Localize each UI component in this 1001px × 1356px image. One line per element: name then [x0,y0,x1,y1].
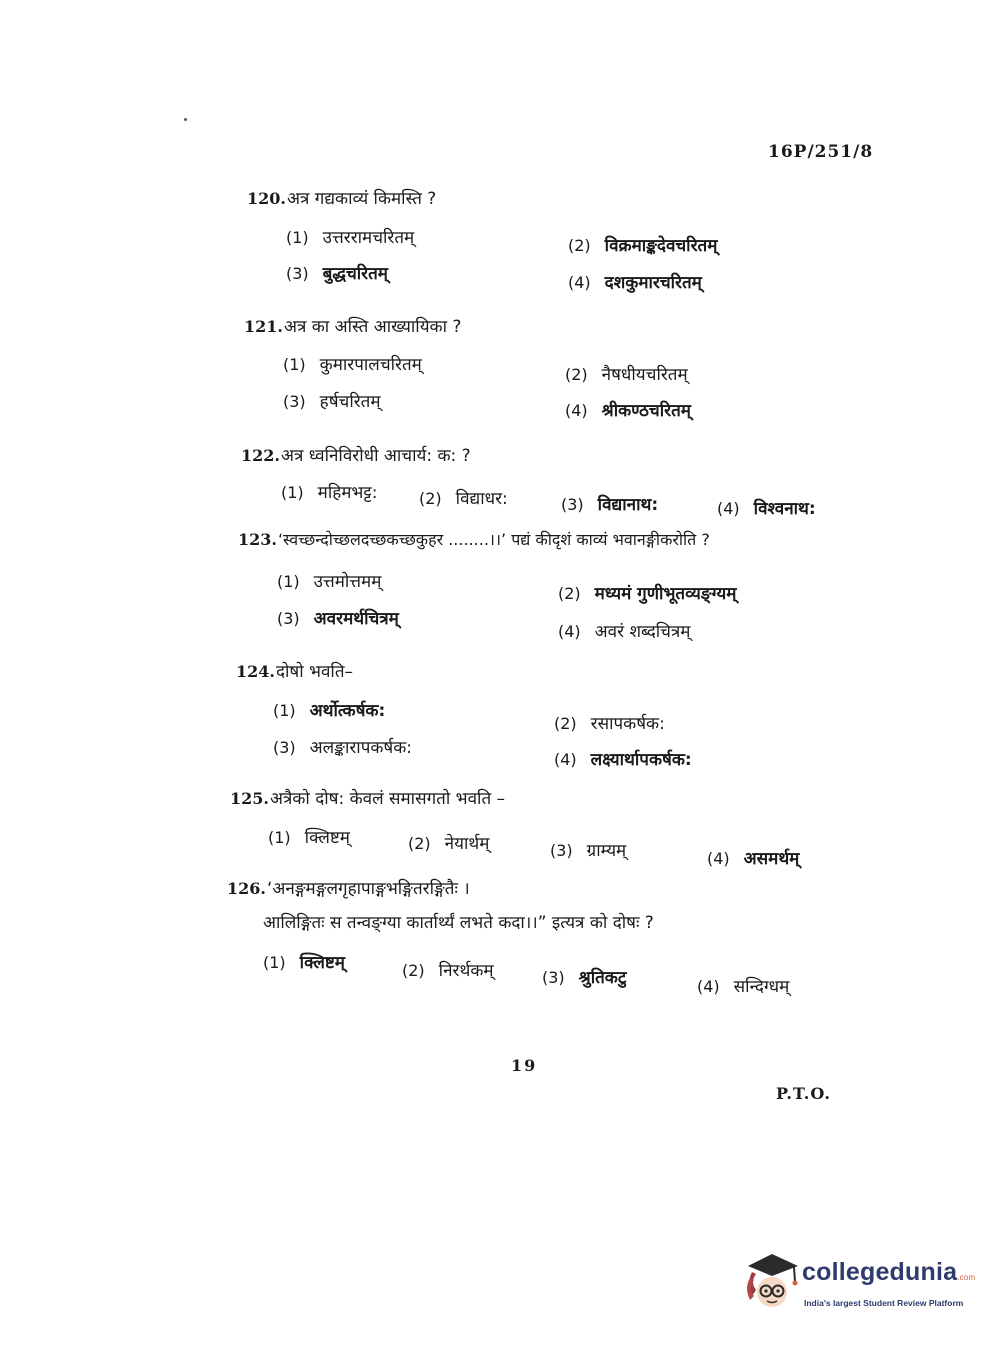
question-text: अत्र गद्यकाव्यं किमस्ति ? [286,189,437,209]
option-120-1: (1) उत्तररामचरितम् [286,228,415,248]
logo-suffix: .com [957,1273,976,1282]
option-125-3: (3) ग्राम्यम् [550,841,627,861]
question-number: 122. [241,446,280,465]
question-123 [238,528,710,550]
option-126-1: (1) क्लिष्टम् [263,953,345,973]
question-120 [247,186,436,209]
option-126-4: (4) सन्दिग्धम् [697,977,790,997]
option-124-4: (4) लक्ष्यार्थापकर्षक: [554,750,692,770]
question-text: दोषो भवति– [275,662,354,682]
option-123-4: (4) अवरं शब्दचित्रम् [558,622,691,642]
question-text: अत्र ध्वनिविरोधी आचार्य: क: ? [280,446,471,466]
question-text: अत्र का अस्ति आख्यायिका ? [283,317,462,337]
question-126-line-2: आलिङ्गितः स तन्वङ्ग्या कार्तार्थ्यं लभते कदा।।” इत्यत्र को दोषः ? [263,913,654,933]
option-124-2: (2) रसापकर्षक: [554,714,665,734]
pto-label: P.T.O. [776,1084,831,1103]
option-120-3: (3) बुद्धचरितम् [286,264,388,284]
option-122-1: (1) महिमभट्ट: [281,483,378,503]
question-text: ‘स्वच्छन्दोच्छलदच्छकच्छकुहर ........।।’ पद्यं कीदृशं काव्यं भवानङ्गीकरोति ? [277,530,710,549]
option-123-2: (2) मध्यमं गुणीभूतव्यङ्ग्यम् [558,584,737,604]
question-124 [236,659,353,682]
question-122 [241,443,471,466]
option-121-2: (2) नैषधीयचरितम् [565,365,688,385]
option-126-2: (2) निरर्थकम् [402,961,494,981]
question-number: 124. [236,662,275,681]
option-125-4: (4) असमर्थम् [707,849,800,869]
question-text: ‘अनङ्गमङ्गलगृहापाङ्गभङ्गितरङ्गितैः । [266,879,470,899]
option-122-2: (2) विद्याधर: [419,489,508,509]
question-126 [227,876,470,899]
option-126-3: (3) श्रुतिकटु [542,968,627,988]
option-125-2: (2) नेयार्थम् [408,834,490,854]
option-120-2: (2) विक्रमाङ्कदेवचरितम् [568,236,718,256]
option-124-3: (3) अलङ्कारापकर्षक: [273,738,413,758]
option-121-3: (3) हर्षचरितम् [283,392,381,412]
option-122-4: (4) विश्वनाथ: [717,499,816,519]
scan-speck [184,118,187,121]
question-number: 123. [238,530,277,549]
collegedunia-logo [742,1248,976,1318]
option-125-1: (1) क्लिष्टम् [268,828,350,848]
logo-brand-text: collegedunia.com [802,1258,976,1286]
page-number: 19 [511,1056,538,1075]
mascot-icon [742,1248,800,1314]
option-123-1: (1) उत्तमोत्तमम् [277,572,382,592]
option-120-4: (4) दशकुमारचरितम् [568,273,702,293]
option-121-1: (1) कुमारपालचरितम् [283,355,422,375]
question-number: 125. [230,789,269,808]
question-number: 121. [244,317,283,336]
question-number: 120. [247,189,286,208]
logo-tagline: India's largest Student Review Platform [804,1298,964,1308]
option-121-4: (4) श्रीकण्ठचरितम् [565,401,691,421]
question-125 [230,786,505,809]
question-text: अत्रैको दोष: केवलं समासगतो भवति – [269,789,506,809]
question-number: 126. [227,879,266,898]
paper-code: 16P/251/8 [768,142,874,162]
question-121 [244,314,461,337]
option-122-3: (3) विद्यानाथ: [561,495,659,515]
option-123-3: (3) अवरमर्थचित्रम् [277,609,399,629]
option-124-1: (1) अर्थोत्कर्षक: [273,701,386,721]
